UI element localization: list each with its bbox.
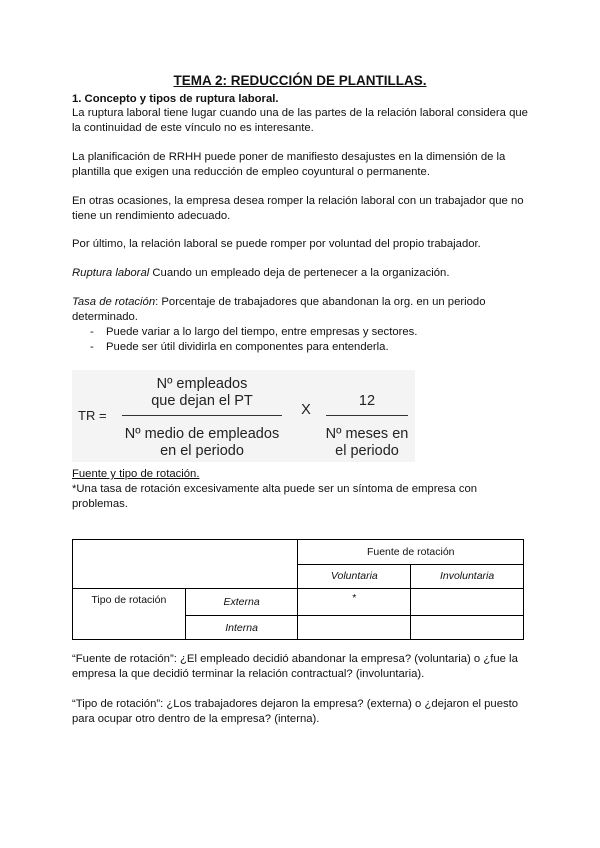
paragraph-line: tiene un rendimiento adecuado. [72,210,231,222]
explanation-fuente [72,652,532,682]
paragraph-line: “Tipo de rotación”: ¿Los trabajadores dejaron la empresa? (externa) o ¿dejaron el puesto [72,698,519,710]
formula-text: que dejan el PT [151,393,253,409]
formula-times: X [301,402,311,418]
bullet-list [72,325,532,355]
table-header-fuente: Fuente de rotación [298,540,524,565]
formula-text: el periodo [335,443,399,459]
paragraph-line: La ruptura laboral tiene lugar cuando una de las partes de la relación laboral considera que [72,107,528,119]
section-heading: 1. Concepto y tipos de ruptura laboral. [72,93,279,105]
paragraph-line: empresa la que decidió terminar la relación contractual? (involuntaria). [72,668,425,680]
formula-text: en el periodo [160,443,244,459]
formula-denominator-2 [322,426,412,460]
table-header-involuntaria: Involuntaria [411,564,524,589]
formula-text: Nº empleados [156,376,248,392]
table-empty-corner [73,540,298,589]
list-item-text: Puede ser útil dividirla en componentes para entenderla. [106,341,389,353]
formula-numerator-2: 12 [358,393,376,409]
paragraph-line: La planificación de RRHH puede poner de manifiesto desajustes en la dimensión de la [72,151,506,163]
formula-text: Nº medio de empleados [124,426,280,442]
definition-ruptura [72,266,532,281]
list-item: - Puede variar a lo largo del tiempo, entre empresas y sectores. [90,326,418,338]
definition-text: : Porcentaje de trabajadores que abandonan la org. en un periodo [155,296,486,308]
list-item-text: Puede variar a lo largo del tiempo, entre empresas y sectores. [106,326,418,338]
fraction-bar [122,415,282,416]
paragraph-line: En otras ocasiones, la empresa desea romper la relación laboral con un trabajador que no [72,195,524,207]
formula-text: Nº meses en [325,426,409,442]
explanation-tipo [72,697,532,727]
paragraph-line: la continuidad de este vínculo no es interesante. [72,122,314,134]
paragraph-line: “Fuente de rotación”: ¿El empleado decidió abandonar la empresa? (voluntaria) o ¿fue la [72,653,518,665]
definition-term: Tasa de rotación [72,296,156,308]
table-cell-mark: * [298,589,411,616]
rotation-table [72,539,524,640]
definition-text-cont: determinado. [72,311,138,323]
fuente-tipo-note [72,482,532,512]
fuente-tipo-heading: Fuente y tipo de rotación. [72,468,200,480]
definition-text: Cuando un empleado deja de pertenecer a la organización. [149,267,450,279]
paragraph-otras-ocasiones [72,194,532,224]
paragraph-planificacion [72,150,532,180]
page-title: TEMA 2: REDUCCIÓN DE PLANTILLAS. [173,73,427,88]
table-cell [298,616,411,640]
table-row-interna: Interna [185,616,298,640]
definition-term: Ruptura laboral [72,267,150,279]
table-cell [411,616,524,640]
table-row-externa: Externa [185,589,298,616]
table-cell [411,589,524,616]
table-header-tipo: Tipo de rotación [73,589,186,640]
table-header-voluntaria: Voluntaria [298,564,411,589]
definition-tasa [72,295,532,325]
list-item: - Puede ser útil dividirla en componentes para entenderla. [90,341,389,353]
paragraph-ultimo: Por último, la relación laboral se puede romper por voluntad del propio trabajador. [72,238,481,250]
paragraph-line: para ocupar otro dentro de la empresa? (interna). [72,713,320,725]
formula-lhs: TR = [78,408,107,423]
fraction-bar [326,415,408,416]
formula-numerator-1 [122,376,282,410]
formula-denominator-1 [122,426,282,460]
paragraph-ruptura [72,106,532,136]
paragraph-line: *Una tasa de rotación excesivamente alta puede ser un síntoma de empresa con [72,483,478,495]
formula-image [72,370,415,462]
paragraph-line: plantilla que exigen una reducción de empleo coyuntural o permanente. [72,166,430,178]
paragraph-line: problemas. [72,498,128,510]
